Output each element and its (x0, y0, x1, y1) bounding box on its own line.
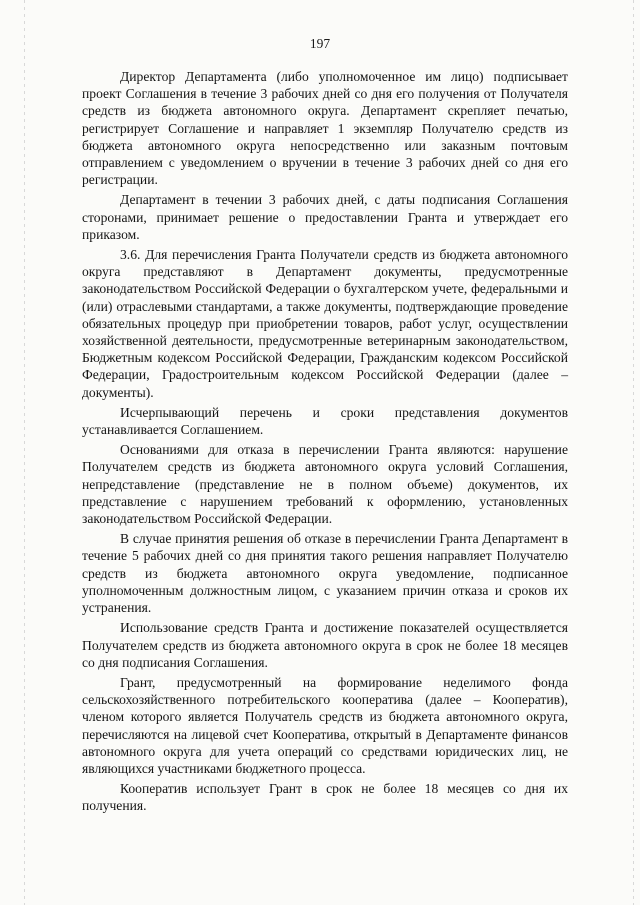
scan-edge-right (633, 0, 634, 905)
paragraph: Директор Департамента (либо уполномоченное им лицо) подписывает проект Соглашения в течение 3 рабочих дней со дня его получения от Получателя средств из бюджета автономного округа. Департамент скрепляет печатью, регистрирует Соглашение и направляет 1 экземпляр Получателю средств из бюджета автономного округа непосредственно или заказным почтовым отправлением с уведомлением о вручении в течение 3 рабочих дней со дня его регистрации. (82, 69, 568, 188)
paragraph: Грант, предусмотренный на формирование неделимого фонда сельскохозяйственного потребительского кооператива (далее – Кооператив), членом которого является Получатель средств из бюджета автономного округа, перечисляются на лицевой счет Кооператива, открытый в Департаменте финансов автономного округа для учета операций со средствами юридических лиц, не являющихся участниками бюджетного процесса. (82, 674, 568, 776)
paragraph: Кооператив использует Грант в срок не более 18 месяцев со дня их получения. (82, 781, 568, 814)
paragraph: 3.6. Для перечисления Гранта Получатели средств из бюджета автономного округа представляют в Департамент документы, предусмотренные законодательством Российской Федерации о бухгалтерском учете, федеральными и (или) отраслевыми стандартами, а также документы, подтверждающие проведение обязательных процедур при приобретении товаров, работ услуг, осуществлении хозяйственной деятельности, предусмотренные ветеринарным законодательством, Бюджетным кодексом Российской Федерации, Гражданским кодексом Российской Федерации, Градостроительным кодексом Российской Федерации (далее – документы). (82, 247, 568, 400)
paragraph: Исчерпывающий перечень и сроки представления документов устанавливается Соглашением. (82, 404, 568, 438)
paragraph: Основаниями для отказа в перечислении Гранта являются: нарушение Получателем средств из бюджета автономного округа условий Соглашения, непредставление (представление не в полном объеме) документов, их представление с нарушением требований к оформлению, установленных законодательством Российской Федерации. (82, 442, 568, 527)
paragraph: В случае принятия решения об отказе в перечислении Гранта Департамент в течение 5 рабочих дней со дня принятия такого решения направляет Получателю средств из бюджета автономного округа уведомление, подписанное уполномоченным должностным лицом, с указанием причин отказа и сроков их устранения. (82, 531, 568, 616)
document-body (82, 68, 568, 818)
page-number: 197 (309, 36, 331, 51)
paragraph: Использование средств Гранта и достижение показателей осуществляется Получателем средств из бюджета автономного округа в срок не более 18 месяцев со дня подписания Соглашения. (82, 620, 568, 670)
scan-edge-left (24, 0, 25, 905)
paragraph: Департамент в течении 3 рабочих дней, с даты подписания Соглашения сторонами, принимает решение о предоставлении Гранта и утверждает его приказом. (82, 192, 568, 242)
